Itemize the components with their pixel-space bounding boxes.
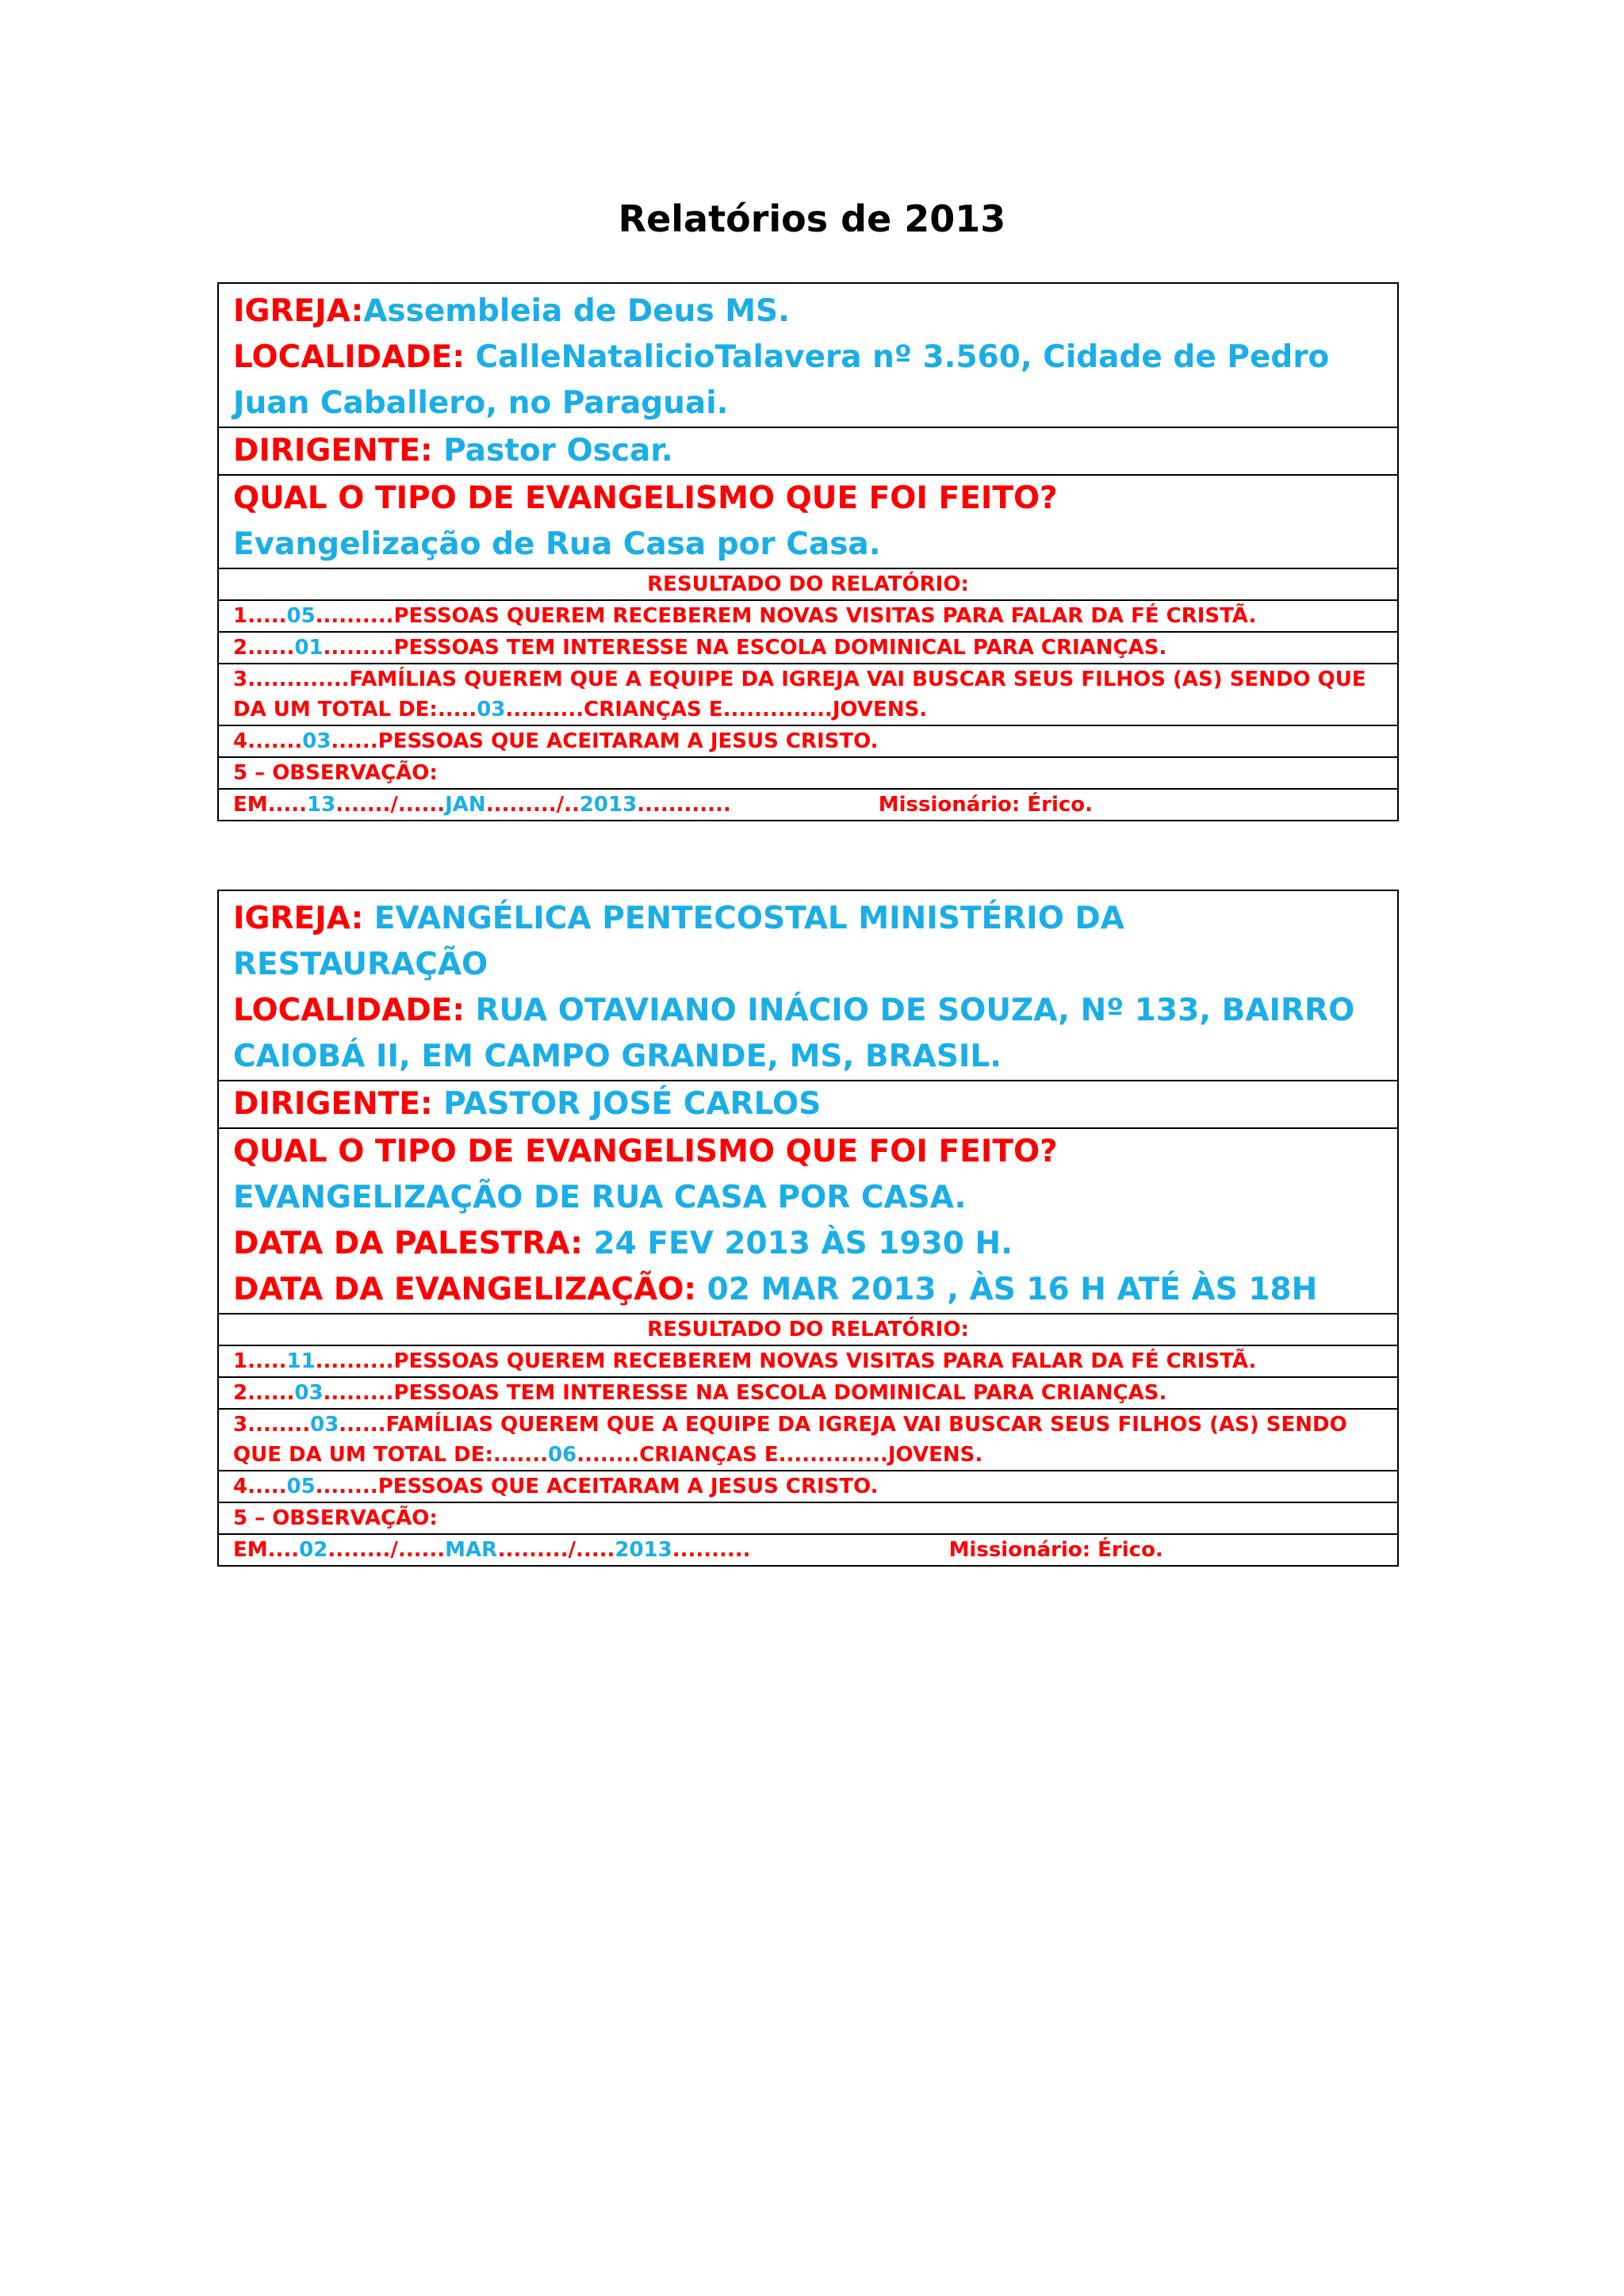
item-text: ..........PESSOAS QUEREM RECEBEREM NOVAS VISITAS PARA FALAR DA FÉ CRISTÃ. bbox=[315, 1349, 1257, 1373]
footer-row bbox=[218, 789, 1398, 821]
item-count: 03 bbox=[302, 729, 331, 753]
item-text: ......FAMÍLIAS QUEREM QUE A EQUIPE DA IGREJA VAI BUSCAR SEUS FILHOS (AS) SENDO QUE DA UM TOTAL DE:....... bbox=[233, 1413, 1347, 1467]
item-text: 3.............FAMÍLIAS QUEREM QUE A EQUIPE DA IGREJA VAI BUSCAR SEUS FILHOS (AS) SENDO QUE DA UM TOTAL DE:..... bbox=[233, 668, 1366, 721]
date-year: 2013 bbox=[579, 793, 638, 817]
report-table-1 bbox=[217, 282, 1399, 821]
item-count: 01 bbox=[294, 636, 324, 660]
item-count: 11 bbox=[286, 1349, 316, 1373]
evangelism-question: QUAL O TIPO DE EVANGELISMO QUE FOI FEITO? bbox=[233, 480, 1058, 516]
observation-label: 5 – OBSERVAÇÃO: bbox=[218, 1502, 1398, 1534]
date-day: 02 bbox=[299, 1538, 328, 1562]
church-value: EVANGÉLICA PENTECOSTAL MINISTÉRIO DA RESTAURAÇÃO bbox=[233, 901, 1124, 982]
date-month: MAR bbox=[445, 1538, 498, 1562]
item-text: .........PESSOAS TEM INTERESSE NA ESCOLA DOMINICAL PARA CRIANÇAS. bbox=[323, 1381, 1167, 1405]
result-item-4 bbox=[218, 725, 1398, 757]
page-title: Relatórios de 2013 bbox=[618, 197, 1006, 240]
date-line bbox=[233, 1538, 751, 1562]
item-count: 06 bbox=[548, 1443, 577, 1467]
item-count: 05 bbox=[286, 1475, 316, 1498]
location-value: CalleNatalicioTalavera nº 3.560, Cidade de Pedro Juan Caballero, no Paraguai. bbox=[233, 339, 1330, 421]
date-day: 13 bbox=[307, 793, 336, 817]
item-count: 03 bbox=[310, 1413, 339, 1437]
evangelism-answer: EVANGELIZAÇÃO DE RUA CASA POR CASA. bbox=[233, 1180, 967, 1215]
location-line bbox=[233, 335, 1383, 427]
item-text: ........PESSOAS QUE ACEITARAM A JESUS CRISTO. bbox=[315, 1475, 879, 1498]
location-value: RUA OTAVIANO INÁCIO DE SOUZA, Nº 133, BAIRRO CAIOBÁ II, EM CAMPO GRANDE, MS, BRASIL. bbox=[233, 993, 1355, 1074]
result-item-3 bbox=[218, 1409, 1398, 1471]
report-table-2 bbox=[217, 890, 1399, 1567]
observation-row bbox=[218, 1502, 1398, 1534]
evangelization-date-label: DATA DA EVANGELIZAÇÃO: bbox=[233, 1272, 697, 1307]
item-count: 05 bbox=[286, 604, 316, 628]
evangelism-question: QUAL O TIPO DE EVANGELISMO QUE FOI FEITO? bbox=[233, 1134, 1058, 1169]
evangelism-type-row bbox=[218, 1128, 1398, 1314]
result-item-3 bbox=[218, 664, 1398, 725]
date-year: 2013 bbox=[615, 1538, 672, 1562]
item-count: 03 bbox=[294, 1381, 324, 1405]
item-text: ..........CRIANÇAS E..............JOVENS. bbox=[505, 698, 928, 721]
date-filler: ............ bbox=[637, 793, 731, 817]
evangelization-date-line bbox=[233, 1267, 1383, 1313]
lecture-date-line bbox=[233, 1221, 1383, 1267]
date-filler: ........./..... bbox=[497, 1538, 615, 1562]
footer-row bbox=[218, 1534, 1398, 1566]
location-label: LOCALIDADE: bbox=[233, 993, 465, 1028]
item-text: ..........PESSOAS QUEREM RECEBEREM NOVAS VISITAS PARA FALAR DA FÉ CRISTÃ. bbox=[315, 604, 1257, 628]
location-line bbox=[233, 988, 1383, 1080]
result-item-4 bbox=[218, 1471, 1398, 1502]
evangelization-date-value: 02 MAR 2013 , ÀS 16 H ATÉ ÀS 18H bbox=[707, 1272, 1318, 1307]
result-header: RESULTADO DO RELATÓRIO: bbox=[218, 1314, 1398, 1345]
date-filler: EM.... bbox=[233, 1538, 300, 1562]
result-item-1 bbox=[218, 1345, 1398, 1377]
leader-row bbox=[218, 427, 1398, 475]
item-text: ........CRIANÇAS E..............JOVENS. bbox=[576, 1443, 983, 1467]
item-text: 3........ bbox=[233, 1413, 311, 1437]
date-filler: ......../...... bbox=[327, 1538, 446, 1562]
church-label: IGREJA: bbox=[233, 901, 364, 936]
church-line bbox=[233, 289, 1383, 335]
evangelism-answer: Evangelização de Rua Casa por Casa. bbox=[233, 526, 881, 562]
leader-value: Pastor Oscar. bbox=[443, 433, 673, 469]
missionary-signature: Missionário: Érico. bbox=[948, 1538, 1163, 1562]
lecture-date-label: DATA DA PALESTRA: bbox=[233, 1226, 583, 1261]
item-text: .........PESSOAS TEM INTERESSE NA ESCOLA DOMINICAL PARA CRIANÇAS. bbox=[323, 636, 1167, 660]
item-prefix: 1..... bbox=[233, 1349, 287, 1373]
date-month: JAN bbox=[445, 793, 486, 817]
date-line bbox=[233, 793, 731, 817]
item-count: 03 bbox=[477, 698, 506, 721]
date-filler: .......... bbox=[672, 1538, 751, 1562]
church-line bbox=[233, 896, 1383, 988]
leader-value: PASTOR JOSÉ CARLOS bbox=[443, 1086, 822, 1122]
lecture-date-value: 24 FEV 2013 ÀS 1930 H. bbox=[593, 1226, 1013, 1261]
item-text: ......PESSOAS QUE ACEITARAM A JESUS CRISTO. bbox=[331, 729, 879, 753]
date-filler: ......./...... bbox=[335, 793, 446, 817]
date-filler: EM..... bbox=[233, 793, 308, 817]
location-label: LOCALIDADE: bbox=[233, 339, 465, 375]
result-item-1 bbox=[218, 600, 1398, 632]
result-header-row bbox=[218, 1314, 1398, 1345]
result-item-2 bbox=[218, 1377, 1398, 1409]
observation-row bbox=[218, 757, 1398, 789]
church-label: IGREJA: bbox=[233, 293, 364, 329]
item-prefix: 4..... bbox=[233, 1475, 287, 1498]
observation-label: 5 – OBSERVAÇÃO: bbox=[218, 757, 1398, 789]
church-value: Assembleia de Deus MS. bbox=[363, 293, 790, 329]
church-info-row bbox=[218, 890, 1398, 1081]
church-info-row bbox=[218, 283, 1398, 427]
date-filler: ........./.. bbox=[485, 793, 580, 817]
result-item-2 bbox=[218, 632, 1398, 664]
item-prefix: 4....... bbox=[233, 729, 303, 753]
result-header-row bbox=[218, 568, 1398, 600]
leader-label: DIRIGENTE: bbox=[233, 433, 433, 469]
item-prefix: 1..... bbox=[233, 604, 287, 628]
evangelism-type-row bbox=[218, 475, 1398, 568]
leader-row bbox=[218, 1081, 1398, 1128]
missionary-signature: Missionário: Érico. bbox=[878, 793, 1094, 817]
item-prefix: 2...... bbox=[233, 1381, 295, 1405]
item-prefix: 2...... bbox=[233, 636, 295, 660]
leader-label: DIRIGENTE: bbox=[233, 1086, 433, 1122]
result-header: RESULTADO DO RELATÓRIO: bbox=[218, 568, 1398, 600]
